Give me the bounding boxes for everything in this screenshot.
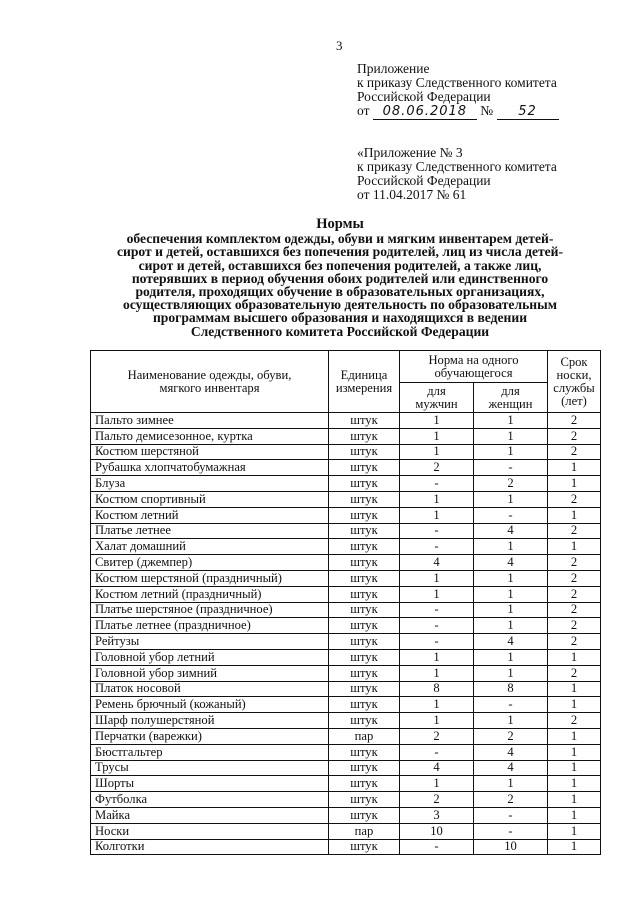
table-row bbox=[91, 555, 601, 571]
cell-term: 2 bbox=[548, 523, 601, 539]
cell-name: Рейтузы bbox=[91, 634, 329, 650]
cell-name: Трусы bbox=[91, 760, 329, 776]
cell-name: Костюм спортивный bbox=[91, 491, 329, 507]
cell-name: Колготки bbox=[91, 839, 329, 855]
cell-men: - bbox=[400, 618, 474, 634]
title-line: сирот и детей, оставшихся без попечения родителей, а также лиц, bbox=[138, 257, 542, 273]
cell-men: - bbox=[400, 634, 474, 650]
cell-unit: штук bbox=[329, 760, 400, 776]
header-name: Наименование одежды, обуви, мягкого инвентаря bbox=[91, 351, 329, 413]
cell-unit: штук bbox=[329, 807, 400, 823]
cell-men: - bbox=[400, 523, 474, 539]
table-row bbox=[91, 839, 601, 855]
cell-name: Головной убор летний bbox=[91, 649, 329, 665]
table-row bbox=[91, 460, 601, 476]
cell-unit: штук bbox=[329, 460, 400, 476]
cell-women: 1 bbox=[474, 539, 548, 555]
title-line: осуществляющих образовательную деятельность по образовательным bbox=[123, 297, 557, 313]
cell-women: 10 bbox=[474, 839, 548, 855]
cell-unit: штук bbox=[329, 570, 400, 586]
cell-term: 1 bbox=[548, 728, 601, 744]
cell-name: Свитер (джемпер) bbox=[91, 555, 329, 571]
cell-women: 4 bbox=[474, 555, 548, 571]
cell-women: 1 bbox=[474, 713, 548, 729]
cell-term: 2 bbox=[548, 665, 601, 681]
cell-women: 1 bbox=[474, 602, 548, 618]
cell-term: 1 bbox=[548, 460, 601, 476]
table-row bbox=[91, 792, 601, 808]
cell-term: 1 bbox=[548, 744, 601, 760]
cell-men: - bbox=[400, 602, 474, 618]
cell-name: Костюм шерстяной bbox=[91, 444, 329, 460]
cell-term: 2 bbox=[548, 555, 601, 571]
cell-women: 1 bbox=[474, 618, 548, 634]
cell-men: 1 bbox=[400, 491, 474, 507]
cell-women: 2 bbox=[474, 476, 548, 492]
cell-women: - bbox=[474, 697, 548, 713]
table-row bbox=[91, 681, 601, 697]
cell-women: 1 bbox=[474, 570, 548, 586]
table-body bbox=[91, 413, 601, 855]
cell-name: Платье летнее bbox=[91, 523, 329, 539]
cell-men: 2 bbox=[400, 728, 474, 744]
table-row bbox=[91, 523, 601, 539]
table-row bbox=[91, 428, 601, 444]
cell-women: 1 bbox=[474, 428, 548, 444]
cell-unit: штук bbox=[329, 491, 400, 507]
cell-term: 1 bbox=[548, 539, 601, 555]
header-unit: Единица измерения bbox=[329, 351, 400, 413]
cell-unit: штук bbox=[329, 586, 400, 602]
title-line: потерявших в период обучения обоих родителей или единственного bbox=[131, 270, 549, 286]
title-line: Следственного комитета Российской Федерации bbox=[190, 323, 490, 339]
cell-name: Платье шерстяное (праздничное) bbox=[91, 602, 329, 618]
cell-term: 2 bbox=[548, 444, 601, 460]
cell-unit: пар bbox=[329, 823, 400, 839]
cell-term: 2 bbox=[548, 602, 601, 618]
cell-men: 8 bbox=[400, 681, 474, 697]
cell-women: - bbox=[474, 807, 548, 823]
cell-name: Платок носовой bbox=[91, 681, 329, 697]
table-row bbox=[91, 476, 601, 492]
cell-name: Блуза bbox=[91, 476, 329, 492]
cell-unit: пар bbox=[329, 728, 400, 744]
cell-men: 10 bbox=[400, 823, 474, 839]
header-men: для мужчин bbox=[400, 383, 474, 413]
cell-term: 1 bbox=[548, 760, 601, 776]
cell-name: Пальто демисезонное, куртка bbox=[91, 428, 329, 444]
cell-women: 1 bbox=[474, 649, 548, 665]
cell-unit: штук bbox=[329, 665, 400, 681]
cell-unit: штук bbox=[329, 413, 400, 429]
table-row bbox=[91, 634, 601, 650]
cell-name: Бюстгальтер bbox=[91, 744, 329, 760]
table-row bbox=[91, 807, 601, 823]
cell-name: Шарф полушерстяной bbox=[91, 713, 329, 729]
cell-men: 4 bbox=[400, 760, 474, 776]
cell-term: 2 bbox=[548, 586, 601, 602]
header-norm: Норма на одного обучающегося bbox=[400, 351, 548, 383]
table-row bbox=[91, 618, 601, 634]
cell-term: 2 bbox=[548, 570, 601, 586]
cell-term: 2 bbox=[548, 428, 601, 444]
cell-term: 1 bbox=[548, 776, 601, 792]
cell-term: 1 bbox=[548, 792, 601, 808]
cell-unit: штук bbox=[329, 555, 400, 571]
cell-unit: штук bbox=[329, 618, 400, 634]
cell-men: 1 bbox=[400, 586, 474, 602]
cell-unit: штук bbox=[329, 634, 400, 650]
cell-name: Перчатки (варежки) bbox=[91, 728, 329, 744]
cell-unit: штук bbox=[329, 602, 400, 618]
cell-name: Платье летнее (праздничное) bbox=[91, 618, 329, 634]
cell-women: 4 bbox=[474, 744, 548, 760]
appendix-line-1: Приложение bbox=[357, 61, 430, 76]
handwritten-date: 08.06.2018 bbox=[373, 105, 477, 120]
cell-term: 2 bbox=[548, 634, 601, 650]
cell-unit: штук bbox=[329, 839, 400, 855]
table-row bbox=[91, 491, 601, 507]
table-row bbox=[91, 602, 601, 618]
table-row bbox=[91, 823, 601, 839]
cell-term: 1 bbox=[548, 507, 601, 523]
cell-unit: штук bbox=[329, 539, 400, 555]
table-row bbox=[91, 760, 601, 776]
appendix3-line-4: от 11.04.2017 № 61 bbox=[357, 187, 467, 202]
cell-men: - bbox=[400, 476, 474, 492]
cell-name: Костюм летний bbox=[91, 507, 329, 523]
cell-men: 1 bbox=[400, 570, 474, 586]
cell-name: Майка bbox=[91, 807, 329, 823]
cell-women: 8 bbox=[474, 681, 548, 697]
cell-women: 2 bbox=[474, 792, 548, 808]
cell-men: 3 bbox=[400, 807, 474, 823]
appendix-line-2: к приказу Следственного комитета bbox=[357, 75, 557, 90]
cell-term: 1 bbox=[548, 697, 601, 713]
cell-name: Рубашка хлопчатобумажная bbox=[91, 460, 329, 476]
appendix3-line-2: к приказу Следственного комитета bbox=[357, 159, 557, 174]
cell-women: 1 bbox=[474, 586, 548, 602]
table-row bbox=[91, 413, 601, 429]
table-row bbox=[91, 507, 601, 523]
table-row bbox=[91, 649, 601, 665]
cell-men: 1 bbox=[400, 507, 474, 523]
cell-term: 1 bbox=[548, 823, 601, 839]
cell-name: Костюм шерстяной (праздничный) bbox=[91, 570, 329, 586]
date-prefix: от bbox=[357, 103, 370, 118]
cell-men: 1 bbox=[400, 665, 474, 681]
cell-unit: штук bbox=[329, 428, 400, 444]
cell-unit: штук bbox=[329, 649, 400, 665]
cell-term: 2 bbox=[548, 413, 601, 429]
title-line: программам высшего образования и находящихся в ведении bbox=[152, 310, 528, 326]
cell-women: 2 bbox=[474, 728, 548, 744]
table-row bbox=[91, 713, 601, 729]
cell-name: Ремень брючный (кожаный) bbox=[91, 697, 329, 713]
page-number: 3 bbox=[336, 38, 343, 53]
handwritten-number: 52 bbox=[497, 105, 559, 120]
cell-men: 1 bbox=[400, 776, 474, 792]
table-row bbox=[91, 570, 601, 586]
cell-men: - bbox=[400, 744, 474, 760]
table-row bbox=[91, 586, 601, 602]
appendix-line-3: Российской Федерации bbox=[357, 89, 491, 104]
cell-men: 1 bbox=[400, 713, 474, 729]
cell-women: 1 bbox=[474, 776, 548, 792]
header-term: Срок носки, службы (лет) bbox=[548, 351, 601, 413]
cell-men: 2 bbox=[400, 792, 474, 808]
norms-table bbox=[90, 350, 601, 855]
cell-women: - bbox=[474, 823, 548, 839]
cell-unit: штук bbox=[329, 681, 400, 697]
cell-men: - bbox=[400, 539, 474, 555]
cell-women: 4 bbox=[474, 523, 548, 539]
table-row bbox=[91, 744, 601, 760]
cell-name: Футболка bbox=[91, 792, 329, 808]
cell-term: 2 bbox=[548, 491, 601, 507]
cell-women: 4 bbox=[474, 634, 548, 650]
appendix3-line-3: Российской Федерации bbox=[357, 173, 491, 188]
cell-women: 1 bbox=[474, 444, 548, 460]
cell-name: Пальто зимнее bbox=[91, 413, 329, 429]
cell-women: 1 bbox=[474, 491, 548, 507]
table-row bbox=[91, 776, 601, 792]
document-title bbox=[80, 218, 600, 338]
cell-unit: штук bbox=[329, 776, 400, 792]
table-row bbox=[91, 728, 601, 744]
title-line: родителя, проходящих обучение в образовательных организациях, bbox=[135, 284, 545, 300]
cell-unit: штук bbox=[329, 523, 400, 539]
cell-name: Шорты bbox=[91, 776, 329, 792]
cell-women: - bbox=[474, 507, 548, 523]
header-women: для женщин bbox=[474, 383, 548, 413]
cell-men: 1 bbox=[400, 428, 474, 444]
cell-term: 1 bbox=[548, 839, 601, 855]
cell-men: 1 bbox=[400, 413, 474, 429]
cell-unit: штук bbox=[329, 744, 400, 760]
cell-women: 1 bbox=[474, 665, 548, 681]
cell-unit: штук bbox=[329, 713, 400, 729]
cell-term: 1 bbox=[548, 681, 601, 697]
cell-name: Носки bbox=[91, 823, 329, 839]
cell-name: Костюм летний (праздничный) bbox=[91, 586, 329, 602]
cell-term: 1 bbox=[548, 807, 601, 823]
cell-men: 1 bbox=[400, 649, 474, 665]
appendix-block bbox=[357, 62, 559, 120]
cell-men: 1 bbox=[400, 697, 474, 713]
appendix3-block bbox=[357, 146, 557, 202]
cell-unit: штук bbox=[329, 792, 400, 808]
cell-unit: штук bbox=[329, 444, 400, 460]
title-heading: Нормы bbox=[316, 216, 364, 232]
cell-women: 1 bbox=[474, 413, 548, 429]
cell-men: - bbox=[400, 839, 474, 855]
title-line: обеспечения комплектом одежды, обуви и мягким инвентарем детей- bbox=[126, 231, 554, 247]
cell-term: 1 bbox=[548, 649, 601, 665]
appendix-date-line bbox=[357, 104, 559, 120]
cell-women: 4 bbox=[474, 760, 548, 776]
number-sign: № bbox=[480, 103, 494, 118]
table-row bbox=[91, 444, 601, 460]
cell-term: 1 bbox=[548, 476, 601, 492]
cell-term: 2 bbox=[548, 618, 601, 634]
cell-name: Халат домашний bbox=[91, 539, 329, 555]
appendix3-line-1: «Приложение № 3 bbox=[357, 145, 463, 160]
cell-unit: штук bbox=[329, 697, 400, 713]
table-row bbox=[91, 539, 601, 555]
cell-name: Головной убор зимний bbox=[91, 665, 329, 681]
cell-women: - bbox=[474, 460, 548, 476]
cell-men: 4 bbox=[400, 555, 474, 571]
table-row bbox=[91, 665, 601, 681]
table-row bbox=[91, 697, 601, 713]
cell-unit: штук bbox=[329, 507, 400, 523]
cell-term: 2 bbox=[548, 713, 601, 729]
cell-unit: штук bbox=[329, 476, 400, 492]
cell-men: 1 bbox=[400, 444, 474, 460]
cell-men: 2 bbox=[400, 460, 474, 476]
title-line: сирот и детей, оставшихся без попечения родителей, лиц из числа детей- bbox=[116, 244, 564, 260]
